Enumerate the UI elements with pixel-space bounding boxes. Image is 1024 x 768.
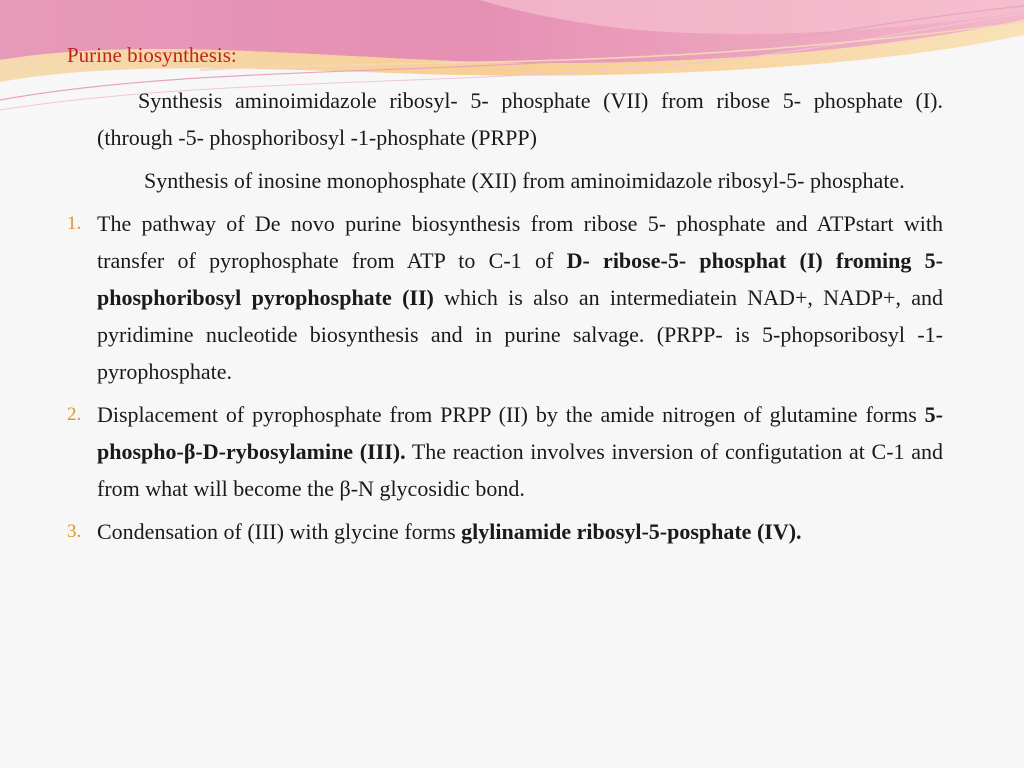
intro-paragraph-1: Synthesis aminoimidazole ribosyl- 5- phosphate (VII) from ribose 5- phosphate (I). (through -5- phosphoribosyl -1-phosphate (PRPP) — [97, 88, 943, 150]
list-item-1-bold: D- ribose-5- phosphat (I) froming 5-phosphoribosyl pyrophosphate (II) — [97, 248, 943, 310]
slide-title: Purine biosynthesis: — [67, 43, 237, 67]
list-item-2-bold: 5-phospho-β-D-rybosylamine (III). — [97, 402, 943, 464]
list-item-2-text-a: Displacement of pyrophosphate from PRPP (II) by the amide nitrogen of glutamine forms — [97, 402, 925, 427]
list-number-3: 3. — [67, 521, 82, 542]
list-item-1 — [67, 205, 943, 390]
list-item-1-text-a: The pathway of De novo purine biosynthesis from ribose 5- phosphate and ATPstart with transfer of pyrophosphate from ATP to C-1 of — [97, 211, 943, 273]
steps-list — [67, 205, 943, 550]
list-item-3 — [67, 513, 943, 550]
list-item-2-text-b: The reaction involves inversion of configutation at C-1 and from what will become the β-N glycosidic bond. — [97, 439, 943, 501]
list-item-3-bold: glylinamide ribosyl-5-posphate (IV). — [461, 519, 802, 544]
list-number-2: 2. — [67, 404, 82, 425]
intro-paragraph-2: Synthesis of inosine monophosphate (XII) from aminoimidazole ribosyl-5- phosphate. — [144, 168, 905, 193]
list-number-1: 1. — [67, 213, 82, 234]
list-item-3-text-a: Condensation of (III) with glycine forms — [97, 519, 462, 544]
list-item-2 — [67, 396, 943, 507]
list-item-1-text-b: which is also an intermediatein NAD+, NADP+, and pyridimine nucleotide biosynthesis and in purine salvage. (PRPP- is 5-phopsoribosyl -1-pyrophosphate. — [97, 285, 943, 384]
slide-content — [67, 82, 943, 556]
